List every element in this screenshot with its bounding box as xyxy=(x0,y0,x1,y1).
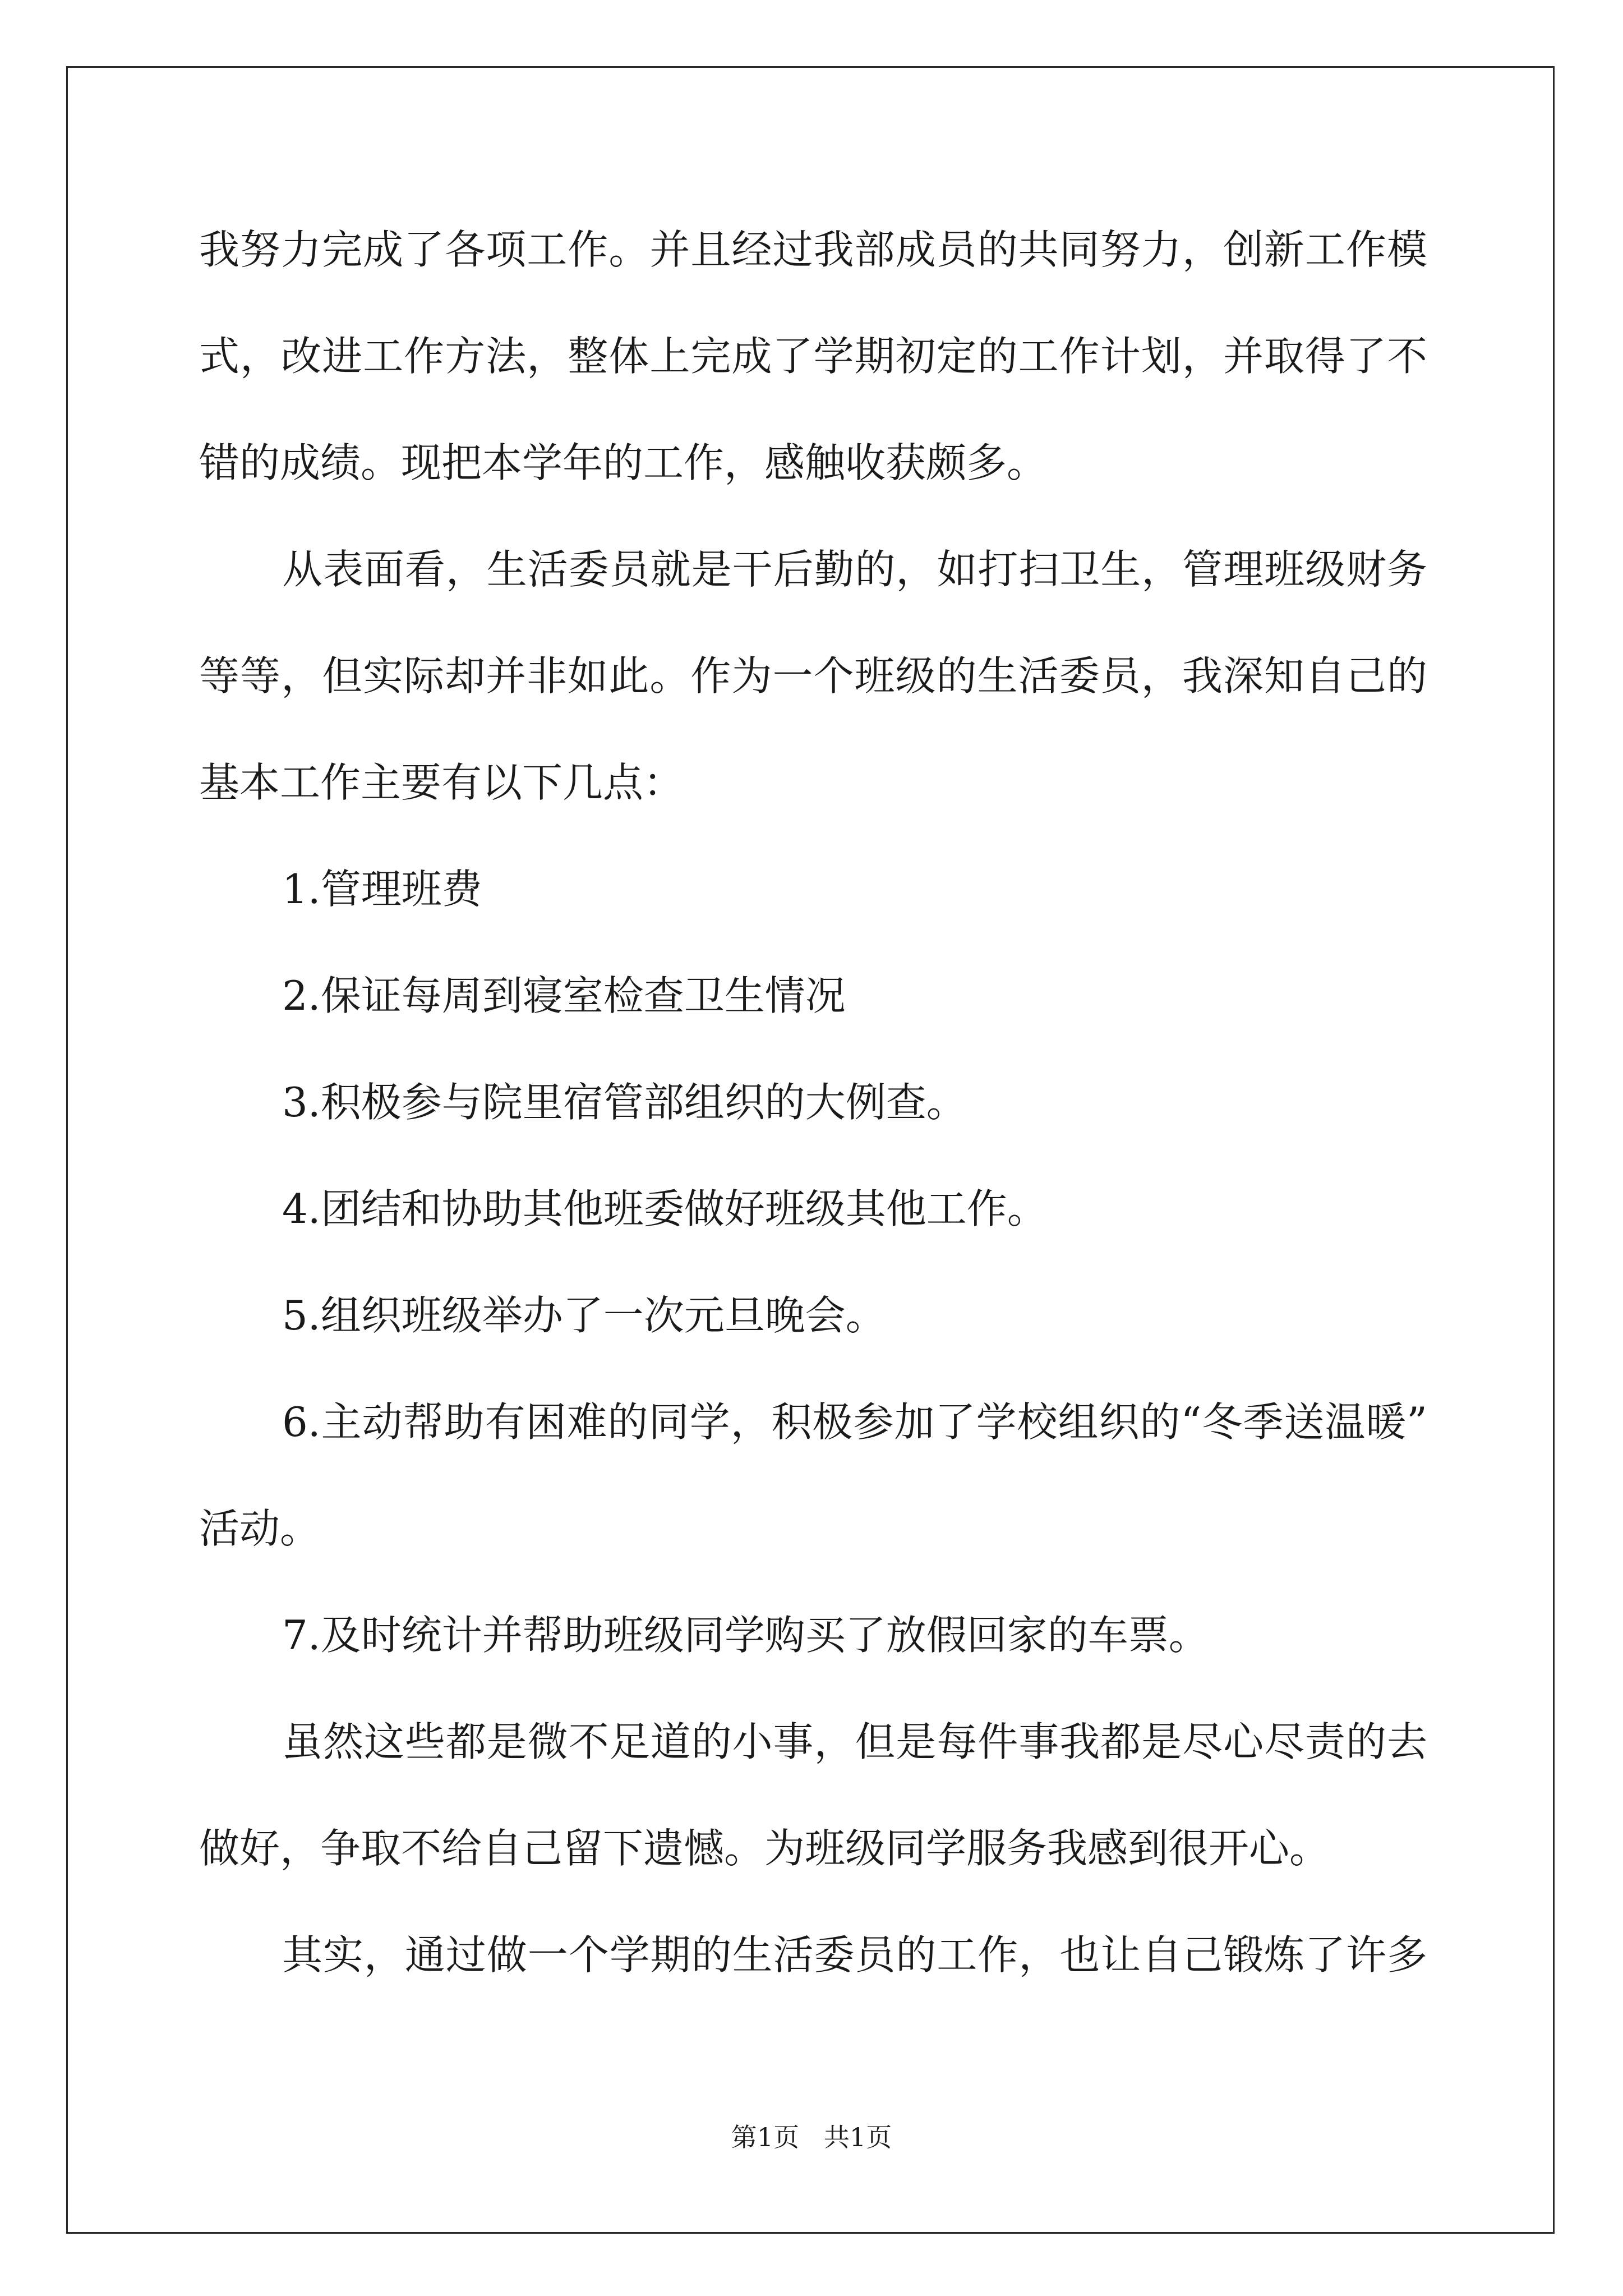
list-item: 5.组织班级举办了一次元旦晚会。 xyxy=(282,1292,886,1339)
list-item: 2.保证每周到寝室检查卫生情况 xyxy=(282,972,846,1019)
list-item: 7.及时统计并帮助班级同学购买了放假回家的车票。 xyxy=(282,1612,1209,1659)
text-line: 基本工作主要有以下几点： xyxy=(199,759,684,806)
text-line: 等等，但实际却并非如此。作为一个班级的生活委员，我深知自己的 xyxy=(199,652,1427,700)
list-item: 4.团结和协助其他班委做好班级其他工作。 xyxy=(282,1185,1048,1232)
text-line: 式，改进工作方法，整体上完成了学期初定的工作计划，并取得了不 xyxy=(199,333,1427,380)
text-line: 从表面看，生活委员就是干后勤的，如打扫卫生，管理班级财务 xyxy=(282,546,1427,593)
text-line: 我努力完成了各项工作。并且经过我部成员的共同努力，创新工作模 xyxy=(199,226,1427,273)
list-item: 6.主动帮助有困难的同学，积极参加了学校组织的“冬季送温暖” xyxy=(282,1398,1427,1446)
text-line: 做好，争取不给自己留下遗憾。为班级同学服务我感到很开心。 xyxy=(199,1825,1330,1872)
text-line: 虽然这些都是微不足道的小事，但是每件事我都是尽心尽责的去 xyxy=(282,1718,1427,1765)
page-footer: 第1页 共1页 xyxy=(731,2122,892,2152)
text-line: 错的成绩。现把本学年的工作，感触收获颇多。 xyxy=(199,439,1048,486)
document-body xyxy=(199,216,1427,2028)
text-line: 其实，通过做一个学期的生活委员的工作，也让自己锻炼了许多 xyxy=(282,1931,1427,1978)
text-line: 活动。 xyxy=(199,1505,321,1552)
list-item: 3.积极参与院里宿管部组织的大例查。 xyxy=(282,1079,967,1126)
list-item: 1.管理班费 xyxy=(282,866,482,913)
